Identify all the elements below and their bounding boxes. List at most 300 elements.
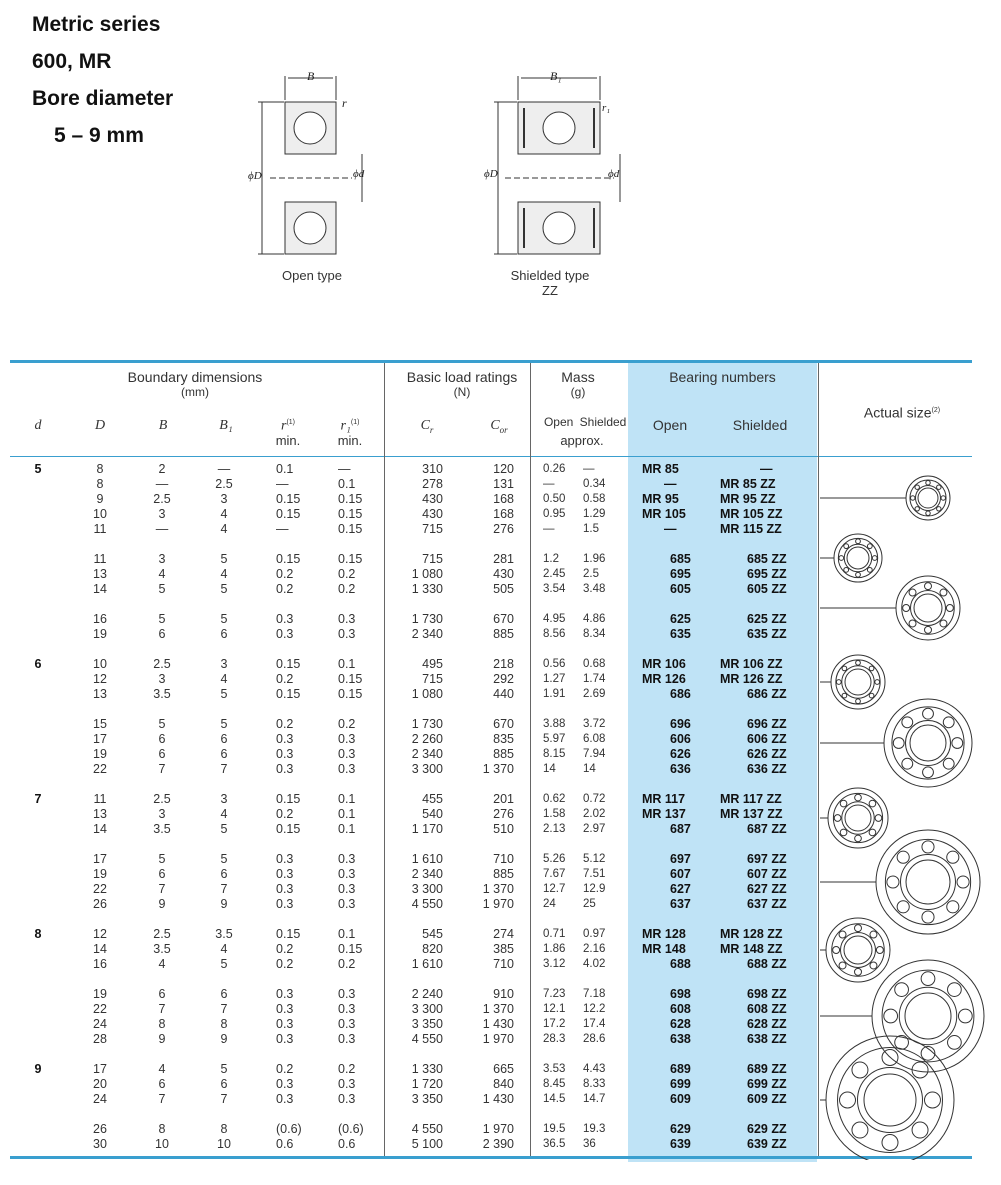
cell-bn-open: MR 106 [642, 657, 686, 671]
cell-r1: 0.1 [338, 477, 356, 491]
cell-bn-shielded: 629 ZZ [747, 1122, 787, 1136]
cell-B: — [155, 522, 169, 536]
cell-bn-open: 689 [670, 1062, 691, 1076]
cell-Cor: 276 [493, 522, 514, 536]
header-bearing-numbers: Bearing numbers [669, 369, 776, 385]
cell-Cor: 1 970 [482, 897, 514, 911]
cell-mass-shielded: 3.48 [583, 583, 606, 595]
cell-Cor: 292 [493, 672, 514, 686]
cell-mass-open: 12.7 [543, 883, 566, 895]
cell-r: 0.15 [276, 792, 301, 806]
cell-B: 5 [158, 582, 166, 596]
cell-D: 19 [93, 987, 107, 1001]
cell-bn-open: MR 117 [642, 792, 686, 806]
cell-r1: 0.3 [338, 1032, 356, 1046]
shielded-type-diagram [480, 66, 640, 306]
cell-bn-shielded: 627 ZZ [747, 882, 787, 896]
cell-Cr: 3 300 [411, 882, 443, 896]
cell-Cr: 3 350 [411, 1017, 443, 1031]
cell-B1: 4 [220, 522, 228, 536]
cell-r1: 0.2 [338, 567, 356, 581]
cell-mass-open: 0.71 [543, 928, 566, 940]
cell-r1: 0.2 [338, 717, 356, 731]
cell-mass-shielded: 12.9 [583, 883, 606, 895]
cell-Cor: 385 [493, 942, 514, 956]
cell-Cor: 510 [493, 822, 514, 836]
cell-B1: 5 [220, 552, 228, 566]
label-D-shielded: ϕD [484, 168, 498, 180]
cell-B: 6 [158, 627, 166, 641]
cell-r: 0.2 [276, 957, 294, 971]
cell-mass-open: 8.56 [543, 628, 566, 640]
cell-Cor: 885 [493, 747, 514, 761]
cell-Cr: 2 340 [411, 627, 443, 641]
cell-B: 7 [158, 1002, 166, 1016]
cell-B1: 5 [220, 1062, 228, 1076]
cell-mass-open: 0.95 [543, 508, 566, 520]
cell-bn-shielded: 698 ZZ [747, 987, 787, 1001]
cell-bn-open: 627 [670, 882, 691, 896]
cell-r: 0.3 [276, 897, 294, 911]
cell-bn-shielded: MR 117 ZZ [720, 792, 782, 806]
cell-Cor: 910 [493, 987, 514, 1001]
cell-bn-shielded: 625 ZZ [747, 612, 787, 626]
cell-Cr: 1 730 [411, 717, 443, 731]
cell-mass-shielded: 28.6 [583, 1033, 606, 1045]
open-type-caption: Open type [282, 268, 342, 283]
cell-r1: 0.1 [338, 822, 356, 836]
cell-r: 0.2 [276, 807, 294, 821]
cell-Cr: 1 720 [411, 1077, 443, 1091]
open-type-diagram [240, 66, 400, 296]
cell-d: 6 [34, 657, 42, 671]
cell-B1: 3 [220, 492, 228, 506]
cell-mass-shielded: 4.02 [583, 958, 606, 970]
cell-B: 5 [158, 852, 166, 866]
cell-B1: 3 [220, 657, 228, 671]
header-boundary-label: Boundary dimensions [127, 369, 263, 385]
cell-bn-shielded: 689 ZZ [747, 1062, 787, 1076]
cell-mass-shielded: 0.72 [583, 793, 606, 805]
col-r-symbol: r [280, 418, 287, 434]
cell-B1: 9 [220, 897, 228, 911]
cell-r1: 0.3 [338, 1017, 356, 1031]
cell-B: 2.5 [153, 492, 171, 506]
cell-Cr: 3 300 [411, 1002, 443, 1016]
open-bearing-drawing [240, 66, 400, 266]
cell-d: 9 [34, 1062, 42, 1076]
cell-Cr: 1 610 [411, 852, 443, 866]
table-header-rule [10, 456, 972, 457]
cell-mass-open: 1.86 [543, 943, 566, 955]
cell-r1: (0.6) [338, 1122, 364, 1136]
cell-B1: 5 [220, 822, 228, 836]
cell-B: 6 [158, 1077, 166, 1091]
cell-Cor: 670 [493, 717, 514, 731]
cell-D: 22 [93, 1002, 107, 1016]
cell-bn-shielded: 638 ZZ [747, 1032, 787, 1046]
cell-bn-shielded: MR 126 ZZ [720, 672, 783, 686]
cell-mass-open: 14 [543, 763, 556, 775]
cell-Cr: 1 610 [411, 957, 443, 971]
cell-Cr: 1 080 [411, 567, 443, 581]
cell-r1: 0.2 [338, 582, 356, 596]
label-D: ϕD [248, 170, 262, 182]
cell-Cr: 2 340 [411, 867, 443, 881]
cell-mass-shielded: 1.74 [583, 673, 606, 685]
cell-B: 6 [158, 732, 166, 746]
cell-B1: 5 [220, 687, 228, 701]
cell-Cor: 1 370 [482, 1002, 514, 1016]
cell-B1: 6 [220, 747, 228, 761]
cell-bn-shielded: 699 ZZ [747, 1077, 787, 1091]
cell-B: 4 [158, 957, 166, 971]
cell-B1: 8 [220, 1017, 228, 1031]
cell-B: 3.5 [153, 687, 171, 701]
cell-bn-open: 695 [670, 567, 691, 581]
cell-D: 16 [93, 957, 107, 971]
shielded-caption-line-2: ZZ [542, 283, 558, 298]
cell-B1: 4 [220, 942, 228, 956]
cell-r: 0.3 [276, 1032, 294, 1046]
cell-bn-open: 605 [670, 582, 691, 596]
cell-r1: 0.15 [338, 687, 363, 701]
cell-bn-shielded: 609 ZZ [747, 1092, 787, 1106]
cell-Cr: 540 [422, 807, 443, 821]
cell-B: 9 [158, 1032, 166, 1046]
cell-Cor: 710 [493, 852, 514, 866]
cell-B1: 6 [220, 1077, 228, 1091]
col-r-note: (1) [286, 419, 295, 426]
cell-r1: 0.3 [338, 867, 356, 881]
cell-mass-shielded: 8.33 [583, 1078, 606, 1090]
cell-D: 22 [93, 882, 107, 896]
page-title [32, 6, 173, 154]
cell-mass-open: 5.26 [543, 853, 566, 865]
cell-Cr: 4 550 [411, 1032, 443, 1046]
cell-B1: 4 [220, 567, 228, 581]
cell-B: 8 [158, 1122, 166, 1136]
cell-mass-shielded: 14.7 [583, 1093, 606, 1105]
cell-r1: 0.15 [338, 672, 363, 686]
col-r1-min: min. [337, 433, 363, 449]
cell-Cor: 440 [493, 687, 514, 701]
cell-B1: 2.5 [215, 477, 233, 491]
cell-B: 3 [158, 672, 166, 686]
cell-Cor: 276 [493, 807, 514, 821]
cell-mass-open: 1.91 [543, 688, 566, 700]
cell-mass-open: 0.50 [543, 493, 566, 505]
cell-bn-shielded: 636 ZZ [747, 762, 787, 776]
cell-mass-shielded: 1.29 [583, 508, 606, 520]
cell-Cr: 430 [422, 492, 443, 506]
cell-d: 7 [34, 792, 42, 806]
cell-bn-shielded: — [760, 462, 773, 476]
cell-bn-shielded: 607 ZZ [747, 867, 787, 881]
cell-r: 0.3 [276, 732, 294, 746]
cell-bn-open: 636 [670, 762, 691, 776]
cell-D: 13 [93, 687, 107, 701]
cell-bn-shielded: MR 148 ZZ [720, 942, 783, 956]
cell-Cor: 168 [493, 492, 514, 506]
cell-mass-shielded: 6.08 [583, 733, 606, 745]
cell-Cr: 1 170 [411, 822, 443, 836]
cell-B: 2.5 [153, 657, 171, 671]
cell-Cor: 201 [493, 792, 514, 806]
cell-r1: 0.3 [338, 987, 356, 1001]
cell-bn-open: 697 [670, 852, 691, 866]
cell-r: 0.1 [276, 462, 294, 476]
cell-r: 0.3 [276, 882, 294, 896]
cell-r1: 0.1 [338, 657, 356, 671]
cell-Cor: 1 370 [482, 762, 514, 776]
cell-Cor: 218 [493, 657, 514, 671]
header-boundary [100, 370, 290, 400]
cell-D: 10 [93, 657, 107, 671]
cell-bn-open: — [664, 522, 677, 536]
cell-bn-shielded: 685 ZZ [747, 552, 787, 566]
cell-Cor: 840 [493, 1077, 514, 1091]
cell-mass-open: 1.27 [543, 673, 566, 685]
divider-1 [384, 363, 385, 1156]
cell-bn-open: 698 [670, 987, 691, 1001]
actual-size-bearing [896, 576, 960, 640]
cell-r1: 0.15 [338, 522, 363, 536]
cell-B1: 8 [220, 1122, 228, 1136]
cell-B1: 6 [220, 732, 228, 746]
cell-bn-shielded: 635 ZZ [747, 627, 787, 641]
cell-r: 0.3 [276, 867, 294, 881]
cell-B: 6 [158, 987, 166, 1001]
cell-Cr: 2 260 [411, 732, 443, 746]
cell-Cr: 1 330 [411, 582, 443, 596]
cell-Cr: 278 [422, 477, 443, 491]
cell-Cr: 715 [422, 672, 443, 686]
cell-r: 0.3 [276, 747, 294, 761]
cell-mass-open: 7.23 [543, 988, 566, 1000]
cell-bn-open: 628 [670, 1017, 691, 1031]
col-bn-shielded: Shielded [732, 417, 788, 433]
cell-r: 0.3 [276, 987, 294, 1001]
cell-B1: 5 [220, 717, 228, 731]
cell-r: 0.2 [276, 567, 294, 581]
actual-size-bearing [884, 699, 972, 787]
cell-B1: 6 [220, 627, 228, 641]
cell-Cr: 1 080 [411, 687, 443, 701]
cell-Cr: 455 [422, 792, 443, 806]
cell-B: 6 [158, 867, 166, 881]
cell-B1: 10 [217, 1137, 231, 1151]
header-actual-size [832, 403, 972, 421]
shielded-type-caption [480, 268, 620, 298]
cell-r: 0.3 [276, 1092, 294, 1106]
cell-mass-shielded: 3.72 [583, 718, 606, 730]
col-bn-open: Open [652, 417, 688, 433]
header-mass-unit: (g) [570, 385, 586, 399]
col-mass [534, 415, 630, 448]
cell-Cor: 2 390 [482, 1137, 514, 1151]
cell-r1: 0.3 [338, 627, 356, 641]
cell-Cor: 281 [493, 552, 514, 566]
col-r1 [328, 415, 372, 448]
cell-B: 3 [158, 807, 166, 821]
cell-r: 0.2 [276, 1062, 294, 1076]
cell-bn-open: 696 [670, 717, 691, 731]
cell-B: 3.5 [153, 942, 171, 956]
cell-mass-open: 24 [543, 898, 556, 910]
header-actual-size-note: (2) [931, 407, 941, 414]
cell-Cr: 430 [422, 507, 443, 521]
cell-r: 0.3 [276, 627, 294, 641]
cell-B1: 5 [220, 612, 228, 626]
cell-Cr: 4 550 [411, 897, 443, 911]
cell-mass-open: 0.26 [543, 463, 566, 475]
col-mass-open: Open [543, 415, 574, 429]
cell-r1: 0.3 [338, 897, 356, 911]
cell-Cor: 1 970 [482, 1122, 514, 1136]
cell-Cor: 885 [493, 867, 514, 881]
cell-B: 2 [158, 462, 166, 476]
cell-bn-open: MR 95 [642, 492, 679, 506]
cell-mass-open: 1.58 [543, 808, 566, 820]
cell-bn-shielded: 639 ZZ [747, 1137, 787, 1151]
cell-r1: — [338, 462, 351, 476]
cell-D: 14 [93, 942, 107, 956]
cell-mass-shielded: 7.94 [583, 748, 606, 760]
cell-D: 26 [93, 897, 107, 911]
title-line-4: 5 – 9 mm [54, 124, 144, 147]
cell-mass-open: 5.97 [543, 733, 566, 745]
cell-Cor: 505 [493, 582, 514, 596]
cell-D: 13 [93, 807, 107, 821]
cell-D: 17 [93, 732, 107, 746]
cell-mass-shielded: 19.3 [583, 1123, 606, 1135]
cell-mass-shielded: 4.43 [583, 1063, 606, 1075]
cell-bn-shielded: MR 105 ZZ [720, 507, 783, 521]
cell-mass-open: 19.5 [543, 1123, 566, 1135]
col-r1-note: (1) [350, 419, 360, 426]
cell-bn-open: 685 [670, 552, 691, 566]
cell-Cr: 495 [422, 657, 443, 671]
cell-r1: 0.2 [338, 957, 356, 971]
cell-D: 14 [93, 582, 107, 596]
cell-bn-open: 626 [670, 747, 691, 761]
cell-Cr: 3 350 [411, 1092, 443, 1106]
cell-D: 26 [93, 1122, 107, 1136]
label-d-shielded: ϕd [608, 168, 620, 180]
cell-r1: 0.15 [338, 492, 363, 506]
cell-bn-open: MR 105 [642, 507, 686, 521]
col-Cr: $C_r$ [420, 418, 434, 435]
cell-mass-shielded: 12.2 [583, 1003, 606, 1015]
cell-bn-shielded: 687 ZZ [747, 822, 787, 836]
cell-r1: 0.3 [338, 762, 356, 776]
cell-B1: 7 [220, 882, 228, 896]
cell-Cr: 715 [422, 552, 443, 566]
cell-r1: 0.15 [338, 507, 363, 521]
cell-bn-shielded: 606 ZZ [747, 732, 787, 746]
cell-bn-shielded: 608 ZZ [747, 1002, 787, 1016]
cell-mass-shielded: 8.34 [583, 628, 606, 640]
cell-bn-shielded: 626 ZZ [747, 747, 787, 761]
cell-mass-shielded: 0.34 [583, 478, 606, 490]
cell-D: 15 [93, 717, 107, 731]
cell-D: 24 [93, 1017, 107, 1031]
cell-D: 19 [93, 867, 107, 881]
cell-Cr: 5 100 [411, 1137, 443, 1151]
cell-mass-open: 12.1 [543, 1003, 566, 1015]
cell-bn-open: 639 [670, 1137, 691, 1151]
cell-Cr: 1 730 [411, 612, 443, 626]
cell-D: 30 [93, 1137, 107, 1151]
col-D: D [94, 418, 106, 433]
cell-bn-open: — [664, 477, 677, 491]
cell-bn-open: MR 148 [642, 942, 686, 956]
cell-B: 2.5 [153, 792, 171, 806]
shielded-caption-line-1: Shielded type [510, 268, 590, 283]
cell-B1: 9 [220, 1032, 228, 1046]
cell-mass-open: 0.62 [543, 793, 566, 805]
cell-mass-open: 4.95 [543, 613, 566, 625]
cell-bn-shielded: 688 ZZ [747, 957, 787, 971]
cell-bn-open: 638 [670, 1032, 691, 1046]
cell-D: 22 [93, 762, 107, 776]
cell-bn-open: 608 [670, 1002, 691, 1016]
cell-Cr: 310 [422, 462, 443, 476]
cell-bn-shielded: MR 85 ZZ [720, 477, 776, 491]
title-line-1: Metric series [32, 13, 161, 36]
cell-r: 0.6 [276, 1137, 294, 1151]
cell-mass-shielded: 36 [583, 1138, 596, 1150]
cell-Cor: 710 [493, 957, 514, 971]
cell-D: 10 [93, 507, 107, 521]
cell-mass-open: 28.3 [543, 1033, 566, 1045]
cell-mass-open: 8.45 [543, 1078, 566, 1090]
cell-r: (0.6) [276, 1122, 302, 1136]
cell-r: 0.3 [276, 612, 294, 626]
cell-r: 0.15 [276, 927, 301, 941]
cell-D: 8 [96, 477, 104, 491]
cell-mass-shielded: 7.18 [583, 988, 606, 1000]
col-r [266, 415, 310, 448]
cell-mass-open: 8.15 [543, 748, 566, 760]
cell-r1: 0.1 [338, 792, 356, 806]
cell-Cor: 670 [493, 612, 514, 626]
cell-bn-shielded: MR 95 ZZ [720, 492, 776, 506]
cell-D: 17 [93, 1062, 107, 1076]
actual-size-figures [820, 460, 1000, 1160]
cell-mass-open: — [543, 478, 555, 490]
cell-mass-shielded: 5.12 [583, 853, 606, 865]
cell-mass-shielded: — [583, 463, 595, 475]
cell-r1: 0.3 [338, 852, 356, 866]
cell-mass-shielded: 0.58 [583, 493, 606, 505]
header-actual-size-label: Actual size [863, 404, 932, 421]
cell-r: 0.3 [276, 1077, 294, 1091]
cell-bn-shielded: 628 ZZ [747, 1017, 787, 1031]
cell-D: 24 [93, 1092, 107, 1106]
cell-r1: 0.3 [338, 1092, 356, 1106]
cell-bn-shielded: MR 137 ZZ [720, 807, 783, 821]
cell-Cor: 885 [493, 627, 514, 641]
cell-D: 8 [96, 462, 104, 476]
cell-r1: 0.6 [338, 1137, 356, 1151]
label-r: r [342, 96, 347, 110]
col-r-min: min. [275, 433, 301, 449]
divider-2 [530, 363, 531, 1156]
cell-B1: 7 [220, 762, 228, 776]
col-Cor: $C_{or}$ [490, 418, 508, 435]
